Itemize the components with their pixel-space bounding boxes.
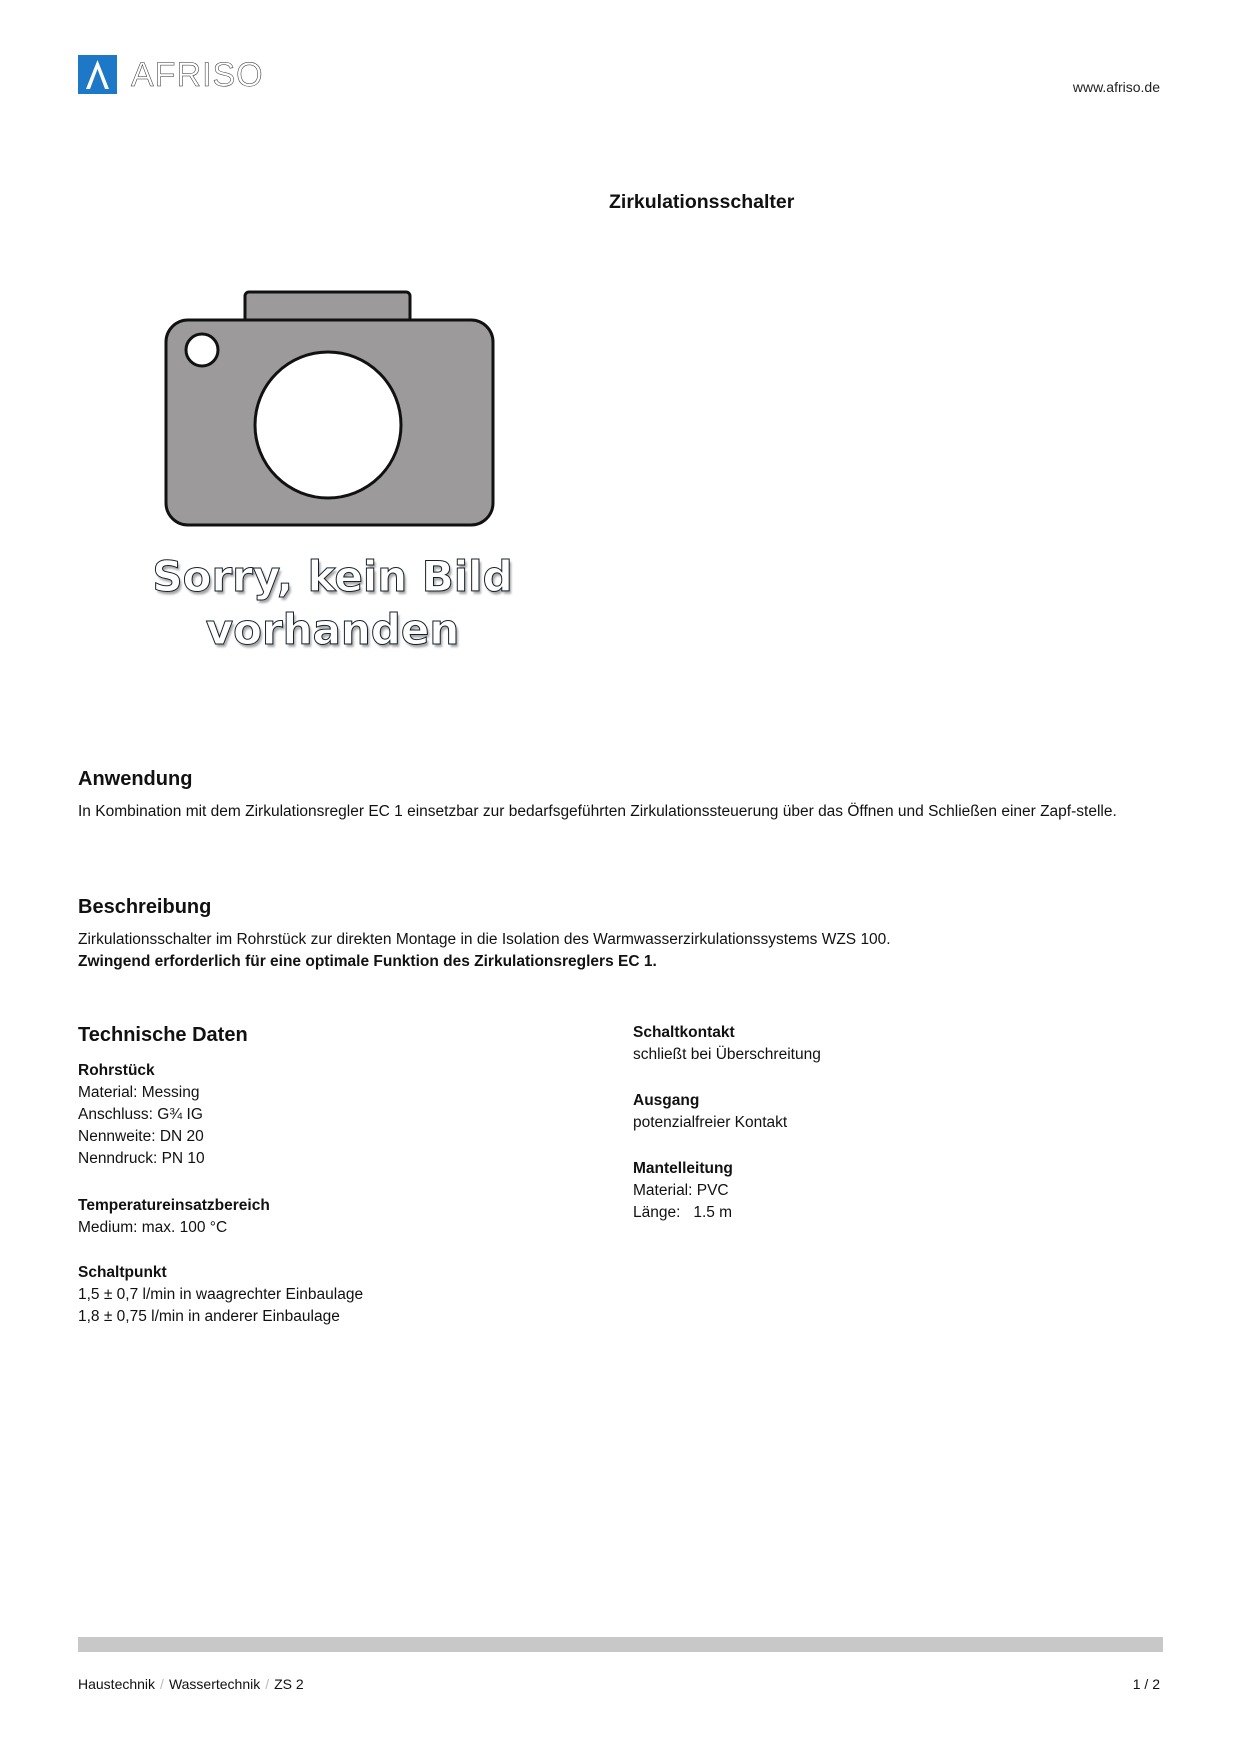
no-image-caption xyxy=(150,550,515,656)
brand-logo[interactable] xyxy=(78,55,264,94)
breadcrumb-item-wassertechnik[interactable]: Wassertechnik xyxy=(168,1676,261,1692)
section-title-technische-daten: Technische Daten xyxy=(78,1024,248,1046)
spec-line: Länge: 1.5 m xyxy=(633,1204,733,1221)
beschreibung-paragraph: Zirkulationsschalter im Rohrstück zur direkten Montage in die Isolation des Warmwasserzirkulationssystems WZS 100. xyxy=(78,931,891,948)
no-image-caption-line2: vorhanden xyxy=(205,605,460,654)
beschreibung-text xyxy=(78,929,1164,973)
breadcrumb-item-haustechnik[interactable]: Haustechnik xyxy=(78,1676,156,1692)
spec-rohrstueck xyxy=(78,1060,578,1170)
spec-line: Nennweite: DN 20 xyxy=(78,1128,204,1145)
spec-label: Schaltpunkt xyxy=(78,1264,167,1281)
beschreibung-bold-note: Zwingend erforderlich für eine optimale Funktion des Zirkulationsreglers EC 1. xyxy=(78,953,657,970)
spec-label: Mantelleitung xyxy=(633,1160,733,1177)
spec-label: Schaltkontakt xyxy=(633,1024,735,1041)
breadcrumb-item-current: ZS 2 xyxy=(274,1676,304,1692)
spec-schaltkontakt xyxy=(633,1022,1133,1066)
spec-label: Temperatureinsatzbereich xyxy=(78,1197,270,1214)
spec-label: Ausgang xyxy=(633,1092,700,1109)
section-title-beschreibung: Beschreibung xyxy=(78,896,212,918)
spec-line: 1,5 ± 0,7 l/min in waagrechter Einbaulage xyxy=(78,1286,364,1303)
breadcrumb-separator: / xyxy=(160,1676,164,1692)
afriso-logo-icon xyxy=(78,55,117,94)
website-link[interactable]: www.afriso.de xyxy=(1072,79,1160,95)
no-image-caption-line1: Sorry, kein Bild xyxy=(152,552,513,601)
camera-icon xyxy=(160,290,505,530)
spec-ausgang xyxy=(633,1090,1133,1134)
spec-line: 1,8 ± 0,75 l/min in anderer Einbaulage xyxy=(78,1308,340,1325)
spec-line: schließt bei Überschreitung xyxy=(633,1046,821,1063)
spec-line: potenzialfreier Kontakt xyxy=(633,1114,788,1131)
spec-line: Medium: max. 100 °C xyxy=(78,1219,228,1236)
spec-line: Anschluss: G¾ IG xyxy=(78,1106,203,1123)
breadcrumb xyxy=(78,1676,304,1692)
product-title: Zirkulationsschalter xyxy=(609,191,795,213)
spec-line: Material: Messing xyxy=(78,1084,200,1101)
spec-temperatureinsatzbereich xyxy=(78,1195,578,1239)
spec-label: Rohrstück xyxy=(78,1062,155,1079)
spec-line: Nenndruck: PN 10 xyxy=(78,1150,205,1167)
page-number: 1 / 2 xyxy=(1132,1676,1160,1692)
spec-mantelleitung xyxy=(633,1158,1133,1224)
section-title-anwendung: Anwendung xyxy=(78,768,193,790)
spec-schaltpunkt xyxy=(78,1262,578,1328)
spec-line: Material: PVC xyxy=(633,1182,729,1199)
brand-name: AFRISO xyxy=(131,55,264,94)
breadcrumb-separator: / xyxy=(265,1676,270,1692)
anwendung-text: In Kombination mit dem Zirkulationsregler EC 1 einsetzbar zur bedarfsgeführten Zirkulationssteuerung über das Öffnen und Schließen einer Zapf-stelle. xyxy=(78,803,1117,820)
footer-divider xyxy=(78,1637,1163,1652)
